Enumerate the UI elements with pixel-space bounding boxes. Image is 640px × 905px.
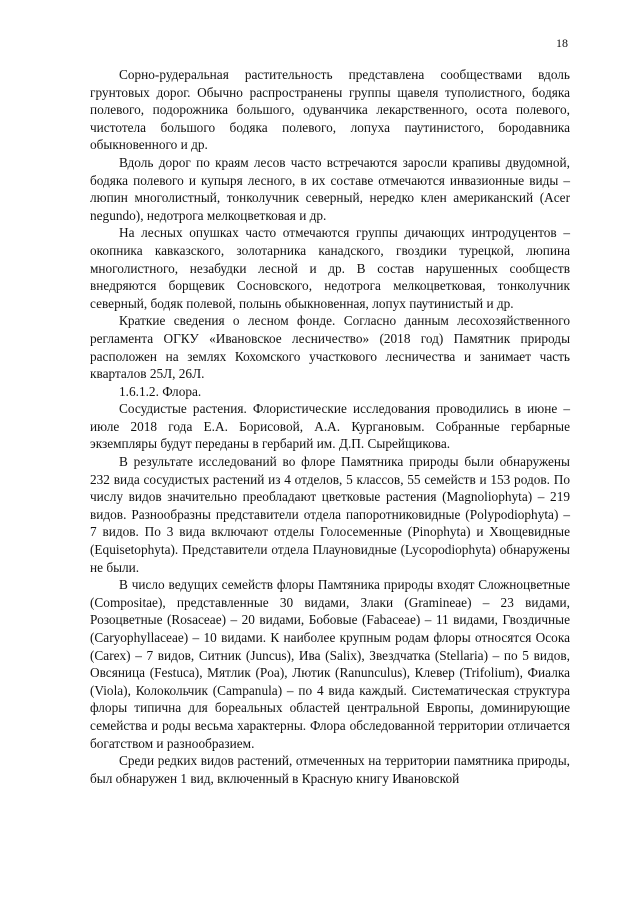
- paragraph-rare-species: Среди редких видов растений, отмеченных на территории памятника природы, был обнаружен 1 вид, включенный в Красную книгу Ивановской: [90, 753, 570, 786]
- document-body: [90, 66, 570, 787]
- paragraph-leading-families: В число ведущих семейств флоры Памтяника природы входят Сложноцветные (Compositae), представленные 30 видами, Злаки (Gramineae) – 23 видами, Розоцветные (Rosaceae) – 20 видами, Бобовые (Fabaceae) – 11 видами, Гвоздичные (Caryophyllaceae) – 10 видами. К наиболее крупным родам флоры относятся Осока (Carex) – 7 видов, Ситник (Juncus), Ива (Salix), Звездчатка (Stellaria) – по 5 видов, Овсяница (Festuca), Мятлик (Poa), Лютик (Ranunculus), Клевер (Trifolium), Фиалка (Viola), Колокольчик (Campanula) – по 4 вида каждый. Систематическая структура флоры типична для бореальных областей центральной Европы, доминирующие семейства и роды весьма характерны. Флора обследованной территории отличается богатством и разнообразием.: [90, 577, 570, 751]
- paragraph-research-results: В результате исследований во флоре Памятника природы были обнаружены 232 вида сосудистых растений из 4 отделов, 5 классов, 55 семейств и 153 родов. По числу видов значительно преобладают цветковые растения (Magnoliophyta) – 219 видов. Разнообразны представители отдела папоротниковидные (Polypodiophyta) – 7 видов. По 3 вида включают отделы Голосеменные (Pinophyta) и Хвощевидные (Equisetophyta). Представители отдела Плауновидные (Lycopodiophyta) обнаружены не были.: [90, 454, 570, 575]
- section-heading-flora: 1.6.1.2. Флора.: [119, 383, 202, 399]
- page-number: 18: [556, 36, 568, 50]
- paragraph-forest-fund: Краткие сведения о лесном фонде. Согласно данным лесохозяйственного регламента ОГКУ «Ивановское лесничество» (2018 год) Памятник природы расположен на землях Кохомского участкового лесничества и занимает часть кварталов 25Л, 26Л.: [90, 313, 570, 382]
- paragraph-forest-edges: На лесных опушках часто отмечаются группы дичающих интродуцентов – окопника кавказского, золотарника канадского, гвоздики турецкой, люпина многолистного, незабудки лесной и др. В состав нарушенных сообществ внедряются борщевик Сосновского, недотрога мелкоцветковая, тонколучник северный, бодяк полевой, полынь обыкновенная, лопух паутинистый и др.: [90, 225, 570, 311]
- paragraph-ruderal-vegetation: Сорно-рудеральная растительность представлена сообществами вдоль грунтовых дорог. Обычно распространены группы щавеля туполистного, бодяка полевого, подорожника большого, одуванчика лекарственного, осота полевого, чистотела большого бодяка полевого, лопуха паутинистого, бородавника обыкновенного и др.: [90, 67, 570, 153]
- paragraph-roadside-thickets: Вдоль дорог по краям лесов часто встречаются заросли крапивы двудомной, бодяка полевого и купыря лесного, в их составе отмечаются инвазионные виды – люпин многолистный, тонколучник северный, нередко клен американский (Acer negundo), недотрога мелкоцветковая и др.: [90, 154, 570, 223]
- paragraph-vascular-plants: Сосудистые растения. Флористические исследования проводились в июне – июле 2018 года Е.А. Борисовой, А.А. Кургановым. Собранные гербарные экземпляры будут переданы в гербарий им. Д.П. Сырейщикова.: [90, 401, 570, 452]
